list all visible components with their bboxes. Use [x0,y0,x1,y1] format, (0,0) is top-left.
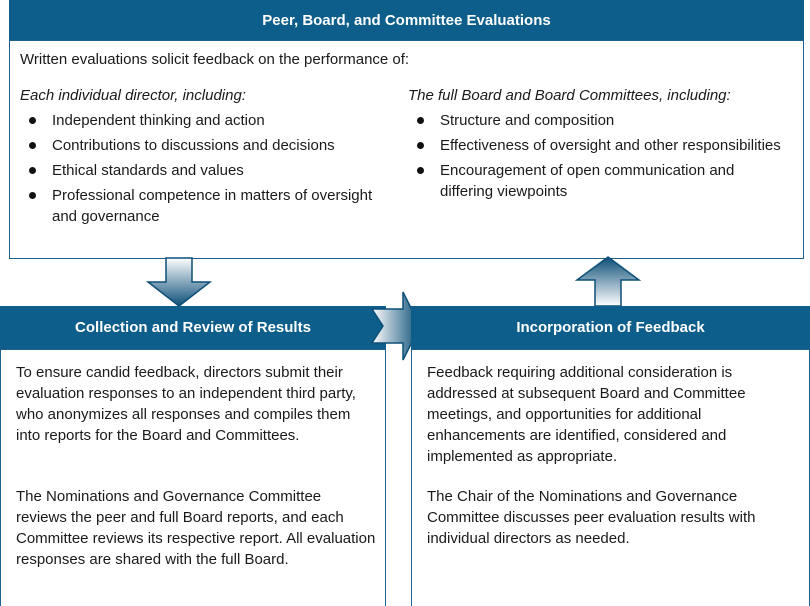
up-arrow-icon [575,256,641,307]
evaluations-title: Peer, Board, and Committee Evaluations [262,11,551,29]
list-item: Independent thinking and action [20,110,400,131]
list-item: Contributions to discussions and decisions [20,135,400,156]
board-list [408,110,788,202]
incorporation-box [411,349,810,606]
evaluations-box [9,40,804,259]
down-arrow-icon [146,258,212,308]
list-item: Professional competence in matters of oversight and governance [20,185,400,227]
list-item: Effectiveness of oversight and other responsibilities [408,135,788,156]
director-column [20,85,400,231]
incorporation-title: Incorporation of Feedback [516,319,705,336]
board-heading: The full Board and Board Committees, including: [408,87,731,104]
evaluations-intro: Written evaluations solicit feedback on the performance of: [20,51,410,68]
collection-header [0,306,386,349]
collection-paragraph-2: The Nominations and Governance Committee reviews the peer and full Board reports, and each Committee reviews its respective report. All evaluation responses are shared with the full Board. [16,488,376,568]
collection-paragraph-1: To ensure candid feedback, directors submit their evaluation responses to an independent third party, who anonymizes all responses and compiles them into reports for the Board and Committees. [16,364,356,444]
collection-title: Collection and Review of Results [75,319,311,336]
list-item: Ethical standards and values [20,160,400,181]
list-item: Encouragement of open communication and differing viewpoints [408,160,788,202]
director-list [20,110,400,227]
incorporation-paragraph-1: Feedback requiring additional consideration is addressed at subsequent Board and Committee meetings, and opportunities for additional enhancements are identified, considered and implemented as appropriate. [427,364,746,465]
incorporation-header [411,306,810,349]
evaluations-header [9,0,804,40]
incorporation-paragraph-2: The Chair of the Nominations and Governance Committee discusses peer evaluation results with individual directors as needed. [427,488,756,547]
board-column [408,85,788,206]
collection-box [0,349,386,606]
list-item: Structure and composition [408,110,788,131]
director-heading: Each individual director, including: [20,87,246,104]
